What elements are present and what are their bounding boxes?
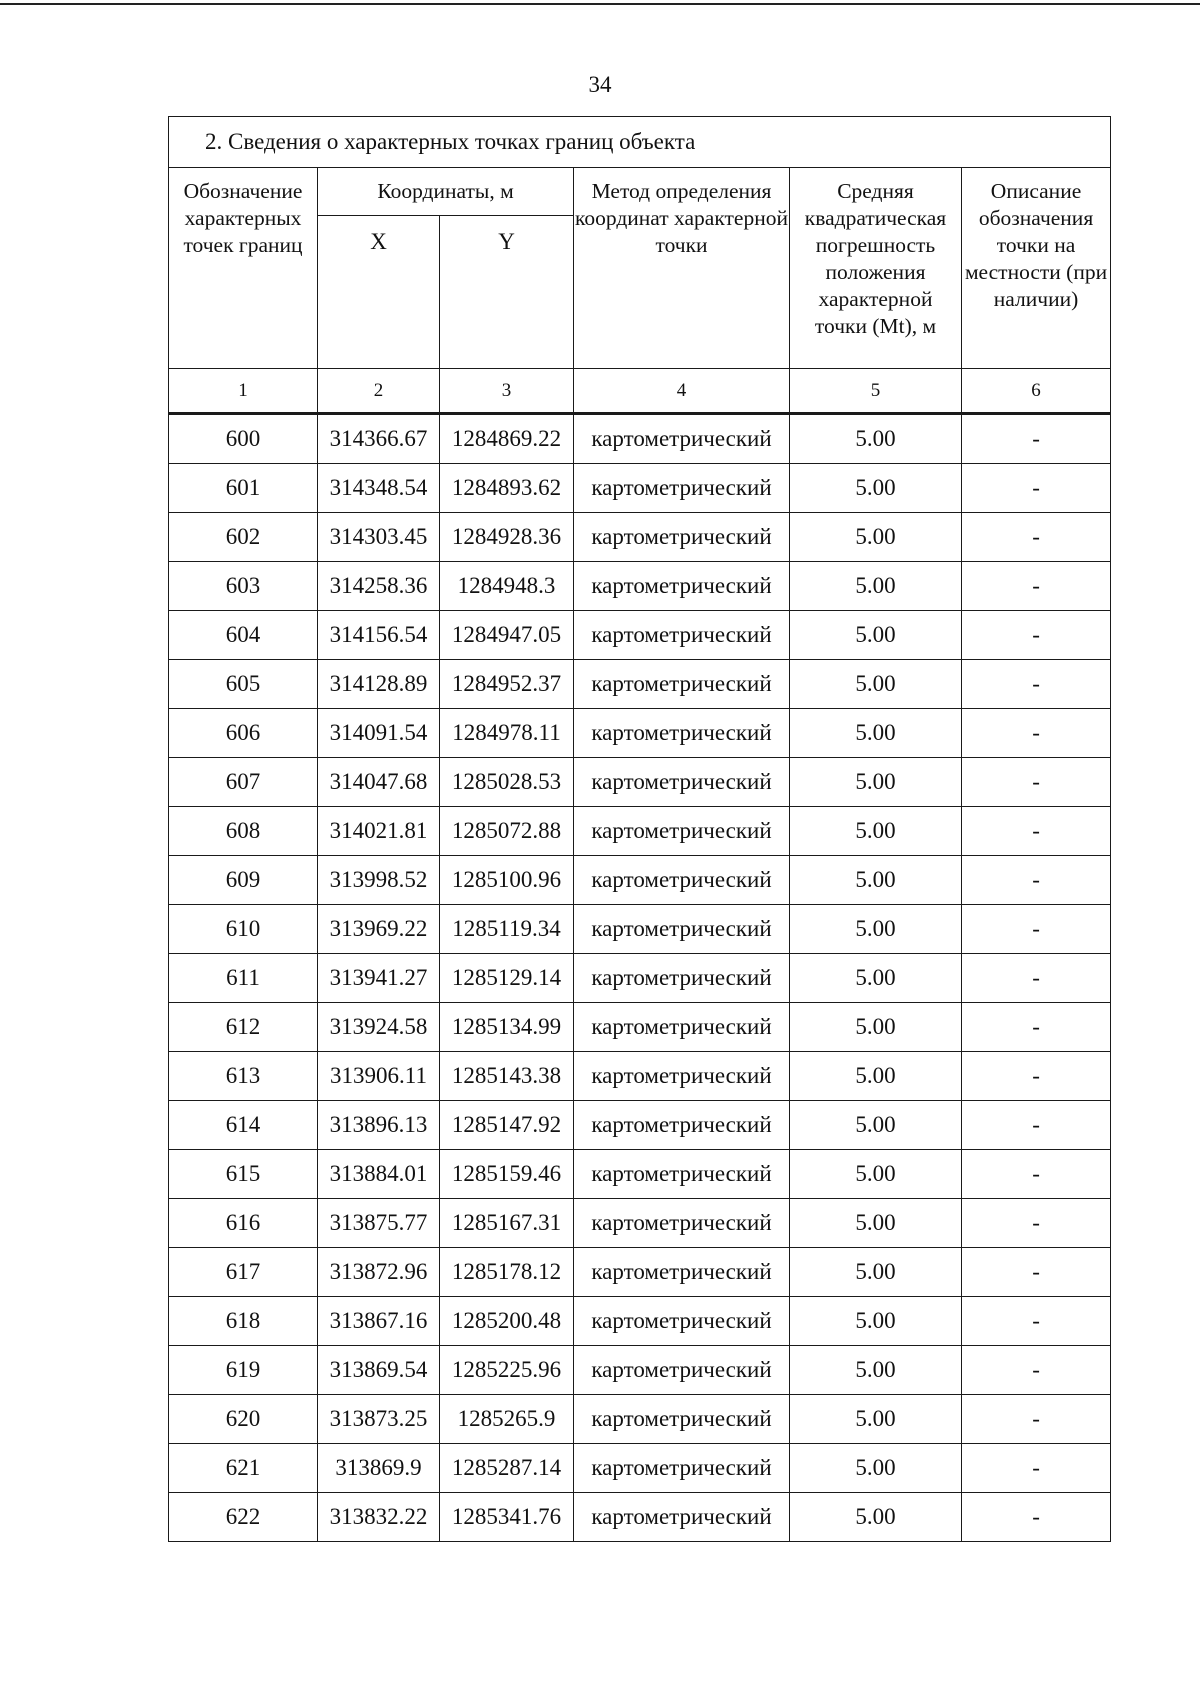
rms-error-cell: 5.00 — [790, 1150, 962, 1199]
x-coordinate-cell: 313832.22 — [318, 1493, 440, 1542]
rms-error-cell: 5.00 — [790, 807, 962, 856]
method-cell: картометрический — [574, 414, 790, 464]
method-cell: картометрический — [574, 905, 790, 954]
header-designation: Обозначение характерных точек границ — [169, 168, 318, 369]
method-cell: картометрический — [574, 1248, 790, 1297]
description-cell: - — [962, 562, 1111, 611]
y-coordinate-cell: 1285143.38 — [440, 1052, 574, 1101]
table-row — [169, 758, 1111, 807]
table-row — [169, 905, 1111, 954]
x-coordinate-cell: 313884.01 — [318, 1150, 440, 1199]
table-row — [169, 1395, 1111, 1444]
table-row — [169, 464, 1111, 513]
table-row — [169, 611, 1111, 660]
description-cell: - — [962, 1003, 1111, 1052]
y-coordinate-cell: 1285072.88 — [440, 807, 574, 856]
description-cell: - — [962, 1248, 1111, 1297]
boundary-points-table — [168, 116, 1111, 1542]
point-id-cell: 620 — [169, 1395, 318, 1444]
rms-error-cell: 5.00 — [790, 562, 962, 611]
method-cell: картометрический — [574, 709, 790, 758]
x-coordinate-cell: 313867.16 — [318, 1297, 440, 1346]
x-coordinate-cell: 313906.11 — [318, 1052, 440, 1101]
header-coordinates: Координаты, м — [318, 168, 574, 216]
column-number: 4 — [574, 369, 790, 414]
header-rms-error: Средняя квадратическая погрешность положения характерной точки (Mt), м — [790, 168, 962, 369]
header-method: Метод определения координат характерной точки — [574, 168, 790, 369]
x-coordinate-cell: 313875.77 — [318, 1199, 440, 1248]
column-number: 3 — [440, 369, 574, 414]
y-coordinate-cell: 1285028.53 — [440, 758, 574, 807]
method-cell: картометрический — [574, 1395, 790, 1444]
point-id-cell: 604 — [169, 611, 318, 660]
description-cell: - — [962, 513, 1111, 562]
y-coordinate-cell: 1285341.76 — [440, 1493, 574, 1542]
x-coordinate-cell: 314047.68 — [318, 758, 440, 807]
point-id-cell: 622 — [169, 1493, 318, 1542]
point-id-cell: 601 — [169, 464, 318, 513]
method-cell: картометрический — [574, 513, 790, 562]
table-row — [169, 1052, 1111, 1101]
description-cell: - — [962, 1101, 1111, 1150]
x-coordinate-cell: 314366.67 — [318, 414, 440, 464]
table-row — [169, 1444, 1111, 1493]
table-row — [169, 1150, 1111, 1199]
description-cell: - — [962, 1395, 1111, 1444]
point-id-cell: 607 — [169, 758, 318, 807]
method-cell: картометрический — [574, 1297, 790, 1346]
rms-error-cell: 5.00 — [790, 414, 962, 464]
table-row — [169, 807, 1111, 856]
point-id-cell: 608 — [169, 807, 318, 856]
description-cell: - — [962, 1052, 1111, 1101]
y-coordinate-cell: 1285200.48 — [440, 1297, 574, 1346]
column-number: 1 — [169, 369, 318, 414]
point-id-cell: 610 — [169, 905, 318, 954]
point-id-cell: 613 — [169, 1052, 318, 1101]
rms-error-cell: 5.00 — [790, 1199, 962, 1248]
description-cell: - — [962, 954, 1111, 1003]
description-cell: - — [962, 856, 1111, 905]
table-row — [169, 1199, 1111, 1248]
method-cell: картометрический — [574, 464, 790, 513]
point-id-cell: 614 — [169, 1101, 318, 1150]
method-cell: картометрический — [574, 1346, 790, 1395]
point-id-cell: 615 — [169, 1150, 318, 1199]
y-coordinate-cell: 1284948.3 — [440, 562, 574, 611]
point-id-cell: 602 — [169, 513, 318, 562]
page-number: 34 — [588, 72, 612, 97]
y-coordinate-cell: 1285129.14 — [440, 954, 574, 1003]
description-cell: - — [962, 905, 1111, 954]
y-coordinate-cell: 1285265.9 — [440, 1395, 574, 1444]
x-coordinate-cell: 313941.27 — [318, 954, 440, 1003]
y-coordinate-cell: 1284869.22 — [440, 414, 574, 464]
point-id-cell: 621 — [169, 1444, 318, 1493]
method-cell: картометрический — [574, 1199, 790, 1248]
description-cell: - — [962, 1346, 1111, 1395]
point-id-cell: 605 — [169, 660, 318, 709]
table-row — [169, 562, 1111, 611]
table-row — [169, 1346, 1111, 1395]
description-cell: - — [962, 1297, 1111, 1346]
y-coordinate-cell: 1285225.96 — [440, 1346, 574, 1395]
rms-error-cell: 5.00 — [790, 709, 962, 758]
x-coordinate-cell: 313896.13 — [318, 1101, 440, 1150]
description-cell: - — [962, 1199, 1111, 1248]
method-cell: картометрический — [574, 856, 790, 905]
x-coordinate-cell: 313998.52 — [318, 856, 440, 905]
table-body — [169, 414, 1111, 1542]
column-number: 6 — [962, 369, 1111, 414]
rms-error-cell: 5.00 — [790, 1444, 962, 1493]
method-cell: картометрический — [574, 562, 790, 611]
description-cell: - — [962, 758, 1111, 807]
x-coordinate-cell: 314303.45 — [318, 513, 440, 562]
x-coordinate-cell: 314258.36 — [318, 562, 440, 611]
table-row — [169, 1101, 1111, 1150]
method-cell: картометрический — [574, 1101, 790, 1150]
rms-error-cell: 5.00 — [790, 1493, 962, 1542]
point-id-cell: 600 — [169, 414, 318, 464]
rms-error-cell: 5.00 — [790, 1346, 962, 1395]
description-cell: - — [962, 1150, 1111, 1199]
method-cell: картометрический — [574, 611, 790, 660]
y-coordinate-cell: 1284952.37 — [440, 660, 574, 709]
table-row — [169, 709, 1111, 758]
point-id-cell: 603 — [169, 562, 318, 611]
method-cell: картометрический — [574, 1150, 790, 1199]
table-row — [169, 1003, 1111, 1052]
rms-error-cell: 5.00 — [790, 611, 962, 660]
table-row — [169, 513, 1111, 562]
point-id-cell: 611 — [169, 954, 318, 1003]
rms-error-cell: 5.00 — [790, 513, 962, 562]
table-row — [169, 414, 1111, 464]
x-coordinate-cell: 314128.89 — [318, 660, 440, 709]
y-coordinate-cell: 1285119.34 — [440, 905, 574, 954]
rms-error-cell: 5.00 — [790, 464, 962, 513]
y-coordinate-cell: 1285159.46 — [440, 1150, 574, 1199]
x-coordinate-cell: 313873.25 — [318, 1395, 440, 1444]
x-coordinate-cell: 314021.81 — [318, 807, 440, 856]
point-id-cell: 606 — [169, 709, 318, 758]
description-cell: - — [962, 709, 1111, 758]
table-row — [169, 1248, 1111, 1297]
description-cell: - — [962, 807, 1111, 856]
description-cell: - — [962, 1493, 1111, 1542]
table-row — [169, 954, 1111, 1003]
method-cell: картометрический — [574, 660, 790, 709]
rms-error-cell: 5.00 — [790, 856, 962, 905]
y-coordinate-cell: 1284947.05 — [440, 611, 574, 660]
header-description: Описание обозначения точки на местности (при наличии) — [962, 168, 1111, 369]
point-id-cell: 616 — [169, 1199, 318, 1248]
x-coordinate-cell: 313869.54 — [318, 1346, 440, 1395]
table-row — [169, 856, 1111, 905]
x-coordinate-cell: 314091.54 — [318, 709, 440, 758]
method-cell: картометрический — [574, 954, 790, 1003]
x-coordinate-cell: 314348.54 — [318, 464, 440, 513]
y-coordinate-cell: 1285100.96 — [440, 856, 574, 905]
rms-error-cell: 5.00 — [790, 954, 962, 1003]
y-coordinate-cell: 1285287.14 — [440, 1444, 574, 1493]
rms-error-cell: 5.00 — [790, 1248, 962, 1297]
rms-error-cell: 5.00 — [790, 1395, 962, 1444]
header-x: X — [318, 216, 440, 369]
point-id-cell: 619 — [169, 1346, 318, 1395]
rms-error-cell: 5.00 — [790, 758, 962, 807]
description-cell: - — [962, 464, 1111, 513]
x-coordinate-cell: 313869.9 — [318, 1444, 440, 1493]
x-coordinate-cell: 313969.22 — [318, 905, 440, 954]
top-border-line — [0, 3, 1200, 5]
rms-error-cell: 5.00 — [790, 1003, 962, 1052]
y-coordinate-cell: 1285167.31 — [440, 1199, 574, 1248]
point-id-cell: 617 — [169, 1248, 318, 1297]
description-cell: - — [962, 414, 1111, 464]
point-id-cell: 612 — [169, 1003, 318, 1052]
y-coordinate-cell: 1285134.99 — [440, 1003, 574, 1052]
y-coordinate-cell: 1284978.11 — [440, 709, 574, 758]
point-id-cell: 618 — [169, 1297, 318, 1346]
description-cell: - — [962, 1444, 1111, 1493]
rms-error-cell: 5.00 — [790, 905, 962, 954]
description-cell: - — [962, 611, 1111, 660]
y-coordinate-cell: 1284928.36 — [440, 513, 574, 562]
method-cell: картометрический — [574, 807, 790, 856]
table-row — [169, 660, 1111, 709]
rms-error-cell: 5.00 — [790, 1297, 962, 1346]
rms-error-cell: 5.00 — [790, 1052, 962, 1101]
table-row — [169, 1493, 1111, 1542]
method-cell: картометрический — [574, 1444, 790, 1493]
section-title: 2. Сведения о характерных точках границ объекта — [169, 117, 1111, 168]
x-coordinate-cell: 313924.58 — [318, 1003, 440, 1052]
y-coordinate-cell: 1285178.12 — [440, 1248, 574, 1297]
rms-error-cell: 5.00 — [790, 660, 962, 709]
method-cell: картометрический — [574, 758, 790, 807]
column-number-row — [169, 369, 1111, 414]
rms-error-cell: 5.00 — [790, 1101, 962, 1150]
x-coordinate-cell: 313872.96 — [318, 1248, 440, 1297]
x-coordinate-cell: 314156.54 — [318, 611, 440, 660]
point-id-cell: 609 — [169, 856, 318, 905]
method-cell: картометрический — [574, 1493, 790, 1542]
method-cell: картометрический — [574, 1003, 790, 1052]
table-row — [169, 1297, 1111, 1346]
description-cell: - — [962, 660, 1111, 709]
column-number: 2 — [318, 369, 440, 414]
y-coordinate-cell: 1284893.62 — [440, 464, 574, 513]
column-number: 5 — [790, 369, 962, 414]
header-y: Y — [440, 216, 574, 369]
method-cell: картометрический — [574, 1052, 790, 1101]
y-coordinate-cell: 1285147.92 — [440, 1101, 574, 1150]
